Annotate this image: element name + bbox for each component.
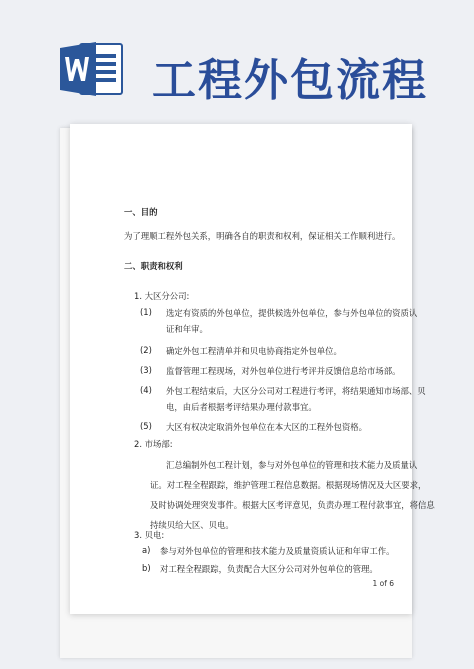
sub1-item-num: (4) — [140, 385, 152, 395]
sub1-item-num: (1) — [140, 307, 152, 317]
sub1-item-num: (5) — [140, 421, 152, 431]
document-page — [70, 124, 435, 614]
sub1-item-line: 确定外包工程清单并和贝电协商指定外包单位。 — [166, 346, 342, 356]
sub2-line: 及时协调处理突发事件。根据大区考评意见，负责办理工程付款事宜，将信息 — [150, 500, 435, 510]
sub1-item-line: 监督管理工程现场，对外包单位进行考评并反馈信息给市场部。 — [166, 366, 401, 376]
document-title: 工程外包流程 — [152, 55, 428, 106]
banner-header — [0, 0, 474, 118]
sub2-line: 持续贝给大区、贝电。 — [150, 520, 234, 530]
section1-heading: 一、目的 — [124, 207, 158, 217]
section2-heading: 二、职责和权利 — [124, 261, 183, 271]
sub1-heading: 1. 大区分公司: — [134, 291, 190, 301]
word-document-icon — [60, 40, 126, 98]
sub3-heading: 3. 贝电: — [134, 530, 165, 540]
sub2-line: 汇总编制外包工程计划，参与对外包单位的管理和技术能力及质量认 — [166, 460, 418, 470]
sub2-line: 证。对工程全程跟踪，维护管理工程信息数据。根据现场情况及大区要求， — [150, 480, 427, 490]
sub3-item-text: 对工程全程跟踪，负责配合大区分公司对外包单位的管理。 — [160, 564, 378, 574]
sub1-item-num: (2) — [140, 345, 152, 355]
sub2-heading: 2. 市场部: — [134, 439, 173, 449]
sub1-item-line: 大区有权决定取消外包单位在本大区的工程外包资格。 — [166, 422, 367, 432]
sub3-item-num: a) — [142, 545, 151, 555]
sub1-item-line: 外包工程结束后，大区分公司对工程进行考评，将结果通知市场部、贝 — [166, 386, 426, 396]
page-indicator: 1 of 6 — [372, 579, 394, 588]
sub1-item-num: (3) — [140, 365, 152, 375]
sub1-item-line: 证和年审。 — [166, 324, 208, 334]
sub3-item-text: 参与对外包单位的管理和技术能力及质量资质认证和年审工作。 — [160, 546, 395, 556]
sub1-item-line: 电，由后者根据考评结果办理付款事宜。 — [166, 402, 317, 412]
sub1-item-line: 选定有资质的外包单位，提供候选外包单位，参与外包单位的资质认 — [166, 308, 418, 318]
sub3-item-num: b) — [142, 563, 151, 573]
section1-text: 为了理顺工程外包关系，明确各自的职责和权利，保证相关工作顺利进行。 — [124, 231, 401, 241]
